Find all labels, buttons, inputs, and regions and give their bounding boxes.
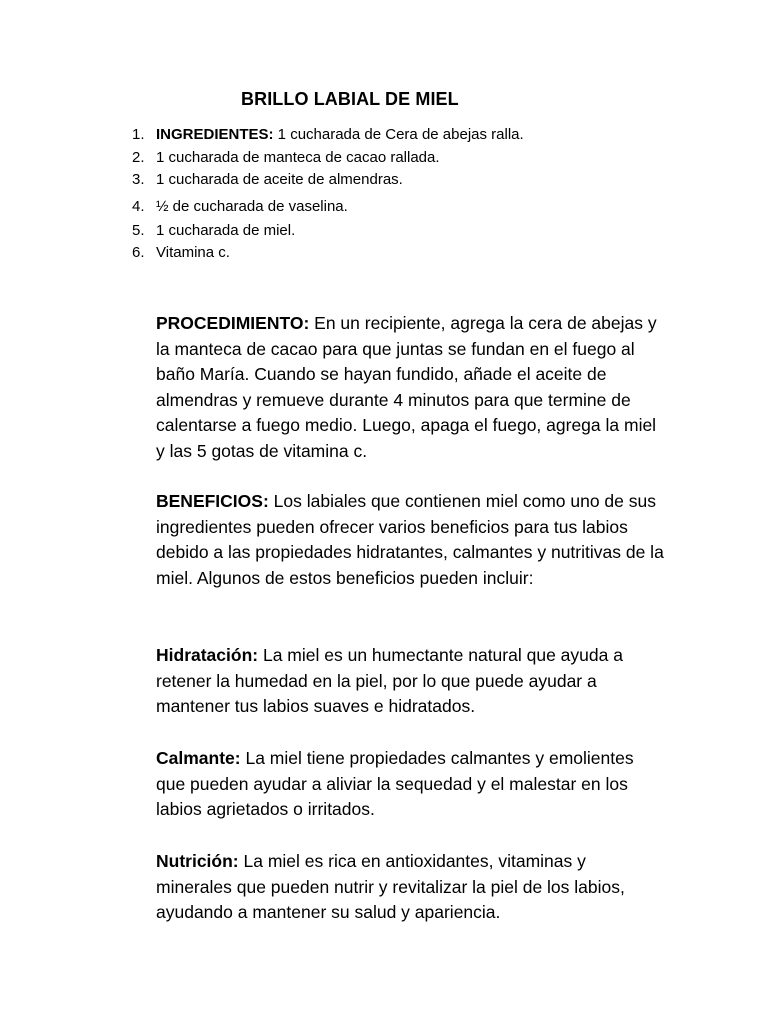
ingredients-label: INGREDIENTES: <box>156 126 274 143</box>
list-number: 1. <box>132 126 145 143</box>
nutricion-text: La miel es rica en antioxidantes, vitaminas y minerales que pueden nutrir y revitalizar la piel de los labios, ayudando a mantener su salud y apariencia. <box>156 851 625 923</box>
calmante-label: Calmante: <box>156 748 241 768</box>
beneficios-text: Los labiales que contienen miel como uno de sus ingredientes pueden ofrecer varios beneficios para tus labios debido a las propiedades hidratantes, calmantes y nutritivas de la miel. Algunos de estos beneficios pueden incluir: <box>156 491 664 588</box>
list-number: 6. <box>132 244 145 261</box>
list-number: 5. <box>132 221 145 239</box>
hidratacion-label: Hidratación: <box>156 645 259 665</box>
list-item-text: Vitamina c. <box>156 244 230 261</box>
hidratacion-text: La miel es un humectante natural que ayuda a retener la humedad en la piel, por lo que puede ayudar a mantener tus labios suaves e hidratados. <box>156 645 623 717</box>
document-title: BRILLO LABIAL DE MIEL <box>241 89 459 109</box>
procedimiento-text: En un recipiente, agrega la cera de abejas y la manteca de cacao para que juntas se fundan en el fuego al baño María. Cuando se hayan fundido, añade el aceite de almendras y remueve durante 4 minutos para que termine de calentarse a fuego medio. Luego, apaga el fuego, agrega la miel y las 5 gotas de vitamina c. <box>156 313 657 461</box>
list-item-text: 1 cucharada de aceite de almendras. <box>156 171 403 188</box>
list-item-text: 1 cucharada de manteca de cacao rallada. <box>156 148 440 166</box>
beneficios-label: BENEFICIOS: <box>156 491 269 511</box>
list-number: 2. <box>132 148 145 166</box>
hidratacion-paragraph <box>156 643 666 720</box>
list-item-text: ½ de cucharada de vaselina. <box>156 197 348 215</box>
beneficios-paragraph <box>156 489 666 591</box>
nutricion-paragraph <box>156 849 666 926</box>
calmante-text: La miel tiene propiedades calmantes y emolientes que pueden ayudar a aliviar la sequedad y el malestar en los labios agrietados o irritados. <box>156 748 634 820</box>
calmante-paragraph <box>156 746 666 823</box>
list-number: 4. <box>132 197 145 215</box>
procedimiento-paragraph <box>156 311 666 465</box>
nutricion-label: Nutrición: <box>156 851 239 871</box>
list-item-text: 1 cucharada de Cera de abejas ralla. <box>273 126 524 143</box>
procedimiento-label: PROCEDIMIENTO: <box>156 313 310 333</box>
list-number: 3. <box>132 171 145 188</box>
list-item-text: 1 cucharada de miel. <box>156 221 296 239</box>
